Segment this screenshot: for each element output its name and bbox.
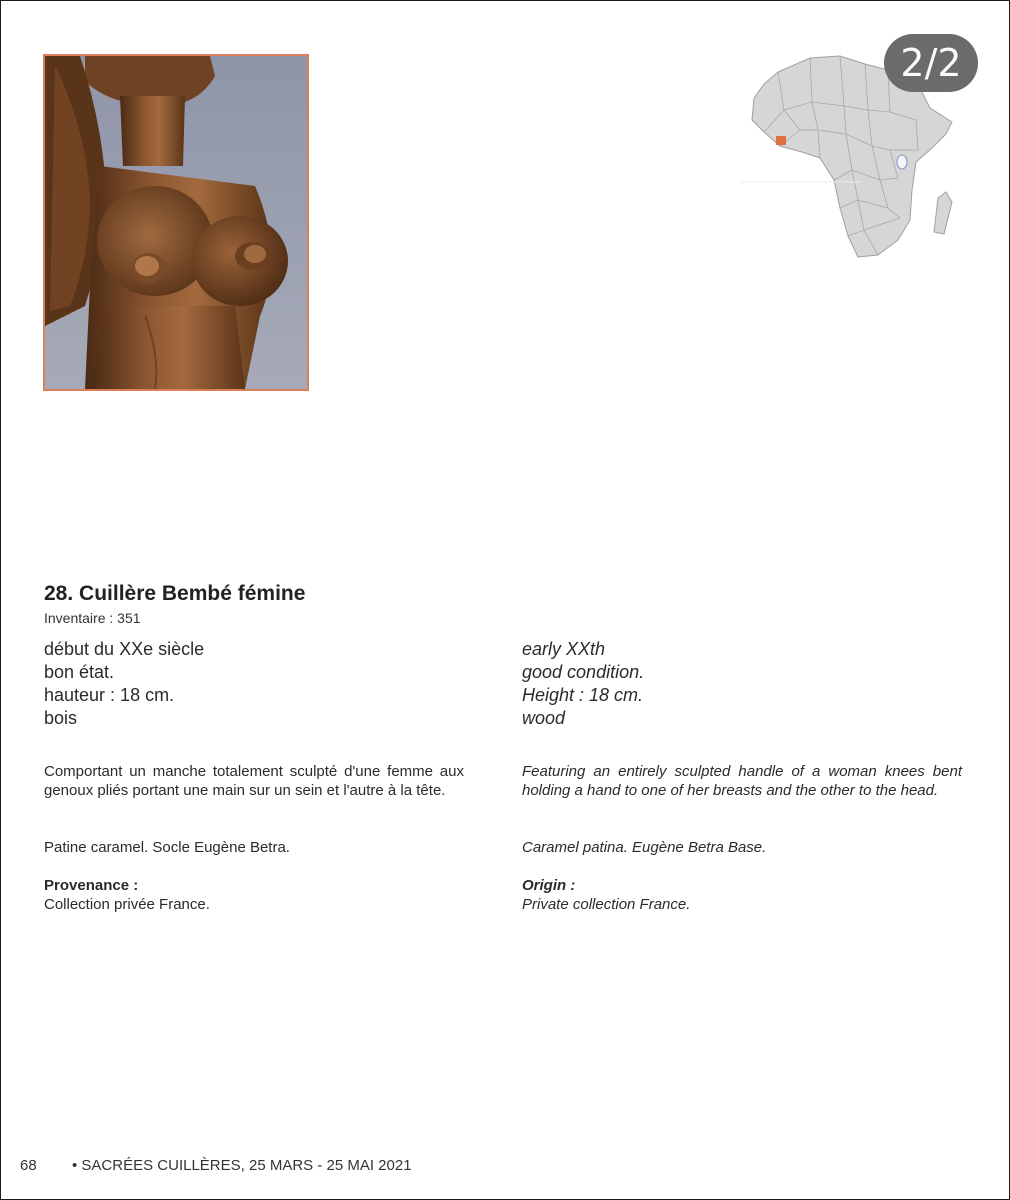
spec-date-en: early XXth [522, 639, 606, 659]
spec-date-fr: début du XXe siècle [44, 639, 205, 659]
page-indicator-badge: 2/2 [884, 34, 978, 92]
description-french: Comportant un manche totalement sculpté d'une femme aux genoux pliés portant une main sur un sein et l'autre à la tête. [44, 763, 464, 799]
description-english: Featuring an entirely sculpted handle of a woman knees bent holding a hand to one of her breasts and the other to the head. [522, 763, 962, 799]
spec-height-fr: hauteur : 18 cm. [44, 685, 175, 705]
spec-height-en: Height : 18 cm. [522, 685, 644, 705]
spec-material-fr: bois [44, 708, 78, 728]
lake-victoria [897, 155, 907, 169]
specs-french [44, 638, 204, 730]
provenance-label-french: Provenance : [44, 877, 139, 894]
page-footer [20, 1157, 412, 1174]
patina-english: Caramel patina. Eugène Betra Base. [522, 839, 767, 856]
page-number: 68 [20, 1157, 37, 1174]
provenance-value-french: Collection privée France. [44, 896, 210, 913]
specs-english [522, 638, 644, 730]
provenance-label-english: Origin : [522, 877, 576, 894]
madagascar [934, 192, 952, 234]
spec-condition-en: good condition. [522, 662, 645, 682]
provenance-value-english: Private collection France. [522, 896, 691, 913]
highlight-region [776, 136, 786, 145]
catalogue-title: • SACRÉES CUILLÈRES, 25 MARS - 25 MAI 2021 [72, 1157, 412, 1174]
spoon-photo [43, 54, 309, 391]
spec-condition-fr: bon état. [44, 662, 115, 682]
lot-title: 28. Cuillère Bembé fémine [44, 582, 306, 605]
patina-french: Patine caramel. Socle Eugène Betra. [44, 839, 290, 856]
spoon-figure-image [45, 56, 307, 389]
spec-material-en: wood [522, 708, 566, 728]
inventory-number: Inventaire : 351 [44, 610, 141, 626]
